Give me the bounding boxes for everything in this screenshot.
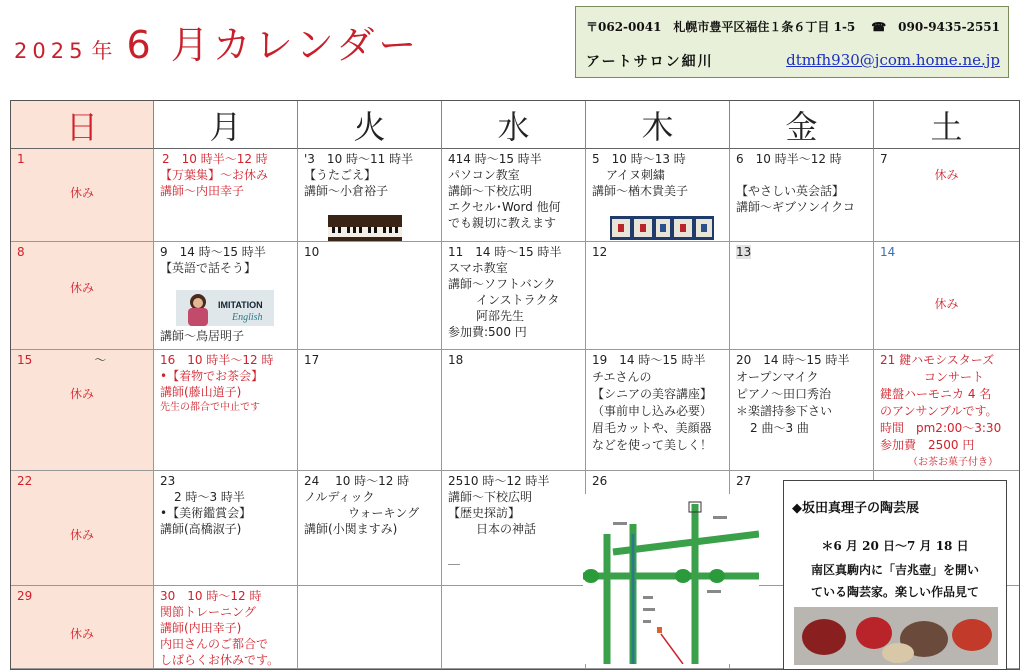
- pottery-photo: [794, 607, 998, 665]
- day-cell-23: [154, 471, 298, 586]
- header-wed: 水: [442, 101, 586, 149]
- day-cell-6: [730, 149, 874, 242]
- expo-title: ◆坂田真理子の陶芸展: [792, 501, 919, 516]
- event-teacher: 講師(内田幸子): [160, 621, 242, 635]
- event-time: 19 14 時～15 時半: [592, 353, 706, 367]
- event-title: オープンマイク: [736, 370, 819, 384]
- event-title: ノルディック: [304, 490, 375, 504]
- event-note: のアンサンブルです。: [880, 404, 998, 418]
- event-note: インストラクタ: [476, 293, 560, 307]
- day-cell-20: [730, 350, 874, 471]
- event-note: 鍵盤ハーモニカ 4 名: [880, 387, 992, 401]
- header-mon: 月: [154, 101, 298, 149]
- day-cell-5: [586, 149, 730, 242]
- day-cell-17: [298, 350, 442, 471]
- event-note: 内田さんのご都合で: [160, 637, 269, 651]
- event-time: 11 14 時～15 時半: [448, 245, 562, 259]
- day-number: 12: [592, 245, 608, 259]
- event-title: •【着物でお茶会】: [160, 369, 264, 383]
- email-link[interactable]: dtmfh930@jcom.home.ne.jp: [786, 51, 1000, 69]
- day-cell-29: [11, 586, 154, 669]
- event-title: 21 鍵ハモシスターズ: [880, 353, 995, 367]
- event-teacher: 講師(高橋淑子): [160, 522, 242, 536]
- event-note: しばらくお休みです。: [160, 653, 280, 667]
- expo-body-2: ている陶芸家。楽しい作品見て: [810, 585, 979, 599]
- day-cell-8: [11, 242, 154, 350]
- event-teacher: 講師(小関ますみ): [304, 522, 398, 536]
- photo-caption-2: English: [232, 312, 263, 323]
- rest-label: 休み: [934, 168, 959, 182]
- expo-body-1: 南区真駒内に「吉兆壺」を開い: [810, 563, 979, 577]
- event-teacher: 講師(藤山道子): [160, 385, 242, 399]
- title-nen: 年: [91, 39, 113, 63]
- day-cell-16: [154, 350, 298, 471]
- header-tue: 火: [298, 101, 442, 149]
- day-cell-7: [874, 149, 1019, 242]
- day-number: 26: [592, 474, 608, 488]
- event-time: 24 10 時～12 時: [304, 474, 410, 488]
- day-number: 18: [448, 353, 464, 367]
- english-photo: [176, 290, 274, 326]
- event-note: （お茶お菓子付き）: [908, 457, 998, 468]
- day-cell-30: [154, 586, 298, 669]
- day-number: 17: [304, 353, 320, 367]
- event-time: 2 10 時半～12 時: [162, 152, 268, 166]
- event-time: 9 14 時～15 時半: [160, 245, 266, 259]
- day-number: 27: [736, 474, 752, 488]
- page-title: [14, 14, 421, 67]
- event-teacher: 講師～下校広明: [448, 490, 533, 504]
- event-time: 20 14 時～15 時半: [736, 353, 850, 367]
- shop-name: アートサロン細川: [586, 54, 714, 70]
- event-title: アイヌ刺繍: [606, 168, 665, 182]
- event-title: •【美術鑑賞会】: [160, 506, 252, 520]
- event-subtitle: コンサート: [924, 370, 985, 384]
- event-note: 先生の都合で中止です: [160, 402, 260, 413]
- event-time: 2 時～3 時半: [174, 490, 245, 504]
- day-cell-21: [874, 350, 1019, 471]
- day-cell-1: [11, 149, 154, 242]
- event-title: 【やさしい英会話】: [736, 184, 845, 198]
- day-cell-3: [298, 149, 442, 242]
- contact-info-box: [575, 6, 1009, 78]
- day-cell-12: [586, 242, 730, 350]
- event-time: 時間 pm2:00～3:30: [880, 421, 1002, 435]
- day-cell-4: [442, 149, 586, 242]
- event-title: 【万葉集】～お休み: [160, 168, 269, 182]
- event-title: パソコン教室: [448, 168, 520, 182]
- event-teacher: 講師～楢木貴美子: [592, 184, 689, 198]
- event-time: 5 10 時～13 時: [592, 152, 686, 166]
- event-time: 2510 時～12 時半: [448, 474, 550, 488]
- pottery-exhibition-box: [783, 480, 1007, 670]
- day-cell-15: [11, 350, 154, 471]
- title-year: 2025: [14, 39, 88, 63]
- event-teacher: 講師～ギブソンイクコ: [736, 200, 855, 214]
- address: 〒062-0041 札幌市豊平区福住１条６丁目 1-5: [586, 20, 856, 34]
- rest-label: 休み: [69, 627, 94, 641]
- header-sun: 日: [11, 101, 154, 149]
- event-teacher: 講師～内田幸子: [160, 184, 245, 198]
- event-subtitle: 日本の神話: [476, 522, 537, 536]
- day-cell-empty-1: [298, 586, 442, 669]
- event-note: （事前申し込み必要）: [592, 404, 713, 418]
- header-thu: 木: [586, 101, 730, 149]
- day-number: 29: [17, 589, 33, 603]
- day-cell-19: [586, 350, 730, 471]
- day-cell-14: [874, 242, 1019, 350]
- day-cell-13: [730, 242, 874, 350]
- day-cell-11: [442, 242, 586, 350]
- event-teacher: ピアノ～田口秀治: [736, 387, 832, 401]
- day-number: 23: [160, 474, 176, 488]
- day-cell-25: [442, 471, 586, 586]
- event-subtitle: 【シニアの美容講座】: [592, 387, 713, 401]
- day-number: 1: [17, 152, 25, 166]
- expo-dates: ＊6 月 20 日～7 月 18 日: [821, 539, 969, 553]
- day-cell-empty-2: [442, 586, 586, 669]
- embroidery-photo: [610, 216, 714, 240]
- day-number: 13: [736, 245, 752, 259]
- day-cell-10: [298, 242, 442, 350]
- event-fee: 参加費 2500 円: [880, 438, 975, 452]
- photo-caption-1: IMITATION: [218, 300, 263, 310]
- event-note: などを使って美しく！: [592, 438, 713, 452]
- day-number: 22: [17, 474, 33, 488]
- rest-label: 休み: [934, 297, 959, 311]
- day-cell-24: [298, 471, 442, 586]
- day-cell-18: [442, 350, 586, 471]
- event-title: スマホ教室: [448, 261, 508, 275]
- event-time: 6 10 時半～12 時: [736, 152, 842, 166]
- event-note: 阿部先生: [476, 309, 525, 323]
- phone: ☎ 090-9435-2551: [871, 20, 1000, 34]
- day-number: 15 ～: [17, 353, 107, 367]
- event-teacher: 講師～鳥居明子: [160, 329, 245, 343]
- event-teacher: 講師～小倉裕子: [304, 184, 389, 198]
- event-time: 16 10 時半～12 時: [160, 353, 274, 367]
- event-time: 30 10 時～12 時: [160, 589, 262, 603]
- event-teacher: 講師～下校広明: [448, 184, 533, 198]
- day-cell-22: [11, 471, 154, 586]
- event-note: 2 曲～3 曲: [750, 421, 809, 435]
- day-number: 7: [880, 152, 888, 166]
- header-fri: 金: [730, 101, 874, 149]
- event-time: 414 時～15 時半: [448, 152, 542, 166]
- piano-photo: [328, 215, 402, 242]
- event-note: ＊楽譜持参下さい: [736, 404, 833, 418]
- header-sat: 土: [874, 101, 1019, 149]
- rest-label: 休み: [69, 528, 94, 542]
- event-subtitle: ウォーキング: [348, 506, 420, 520]
- rest-label: 休み: [69, 186, 94, 200]
- event-note: 眉毛カットや、美顔器: [592, 421, 712, 435]
- rest-label: 休み: [69, 387, 94, 401]
- event-title: 【歴史探訪】: [448, 506, 521, 520]
- title-month: 6 月カレンダー: [126, 23, 421, 67]
- event-note: でも親切に教えます: [448, 216, 557, 230]
- day-cell-9: [154, 242, 298, 350]
- event-title: 【うたごえ】: [304, 168, 377, 182]
- event-time: '3 10 時～11 時半: [304, 152, 414, 166]
- day-number: 14: [880, 245, 896, 259]
- event-title: 関節トレーニング: [160, 605, 256, 619]
- event-teacher: 講師～ソフトバンク: [448, 277, 556, 291]
- event-note: ＿: [448, 552, 461, 566]
- day-cell-2: [154, 149, 298, 242]
- rest-label: 休み: [69, 281, 94, 295]
- day-number: 10: [304, 245, 320, 259]
- day-number: 8: [17, 245, 25, 259]
- event-fee: 参加費:500 円: [448, 325, 527, 339]
- event-note: エクセル･Word 他何: [448, 200, 561, 214]
- event-title: チエさんの: [592, 370, 652, 384]
- event-title: 【英語で話そう】: [160, 261, 257, 275]
- access-map: [583, 494, 759, 664]
